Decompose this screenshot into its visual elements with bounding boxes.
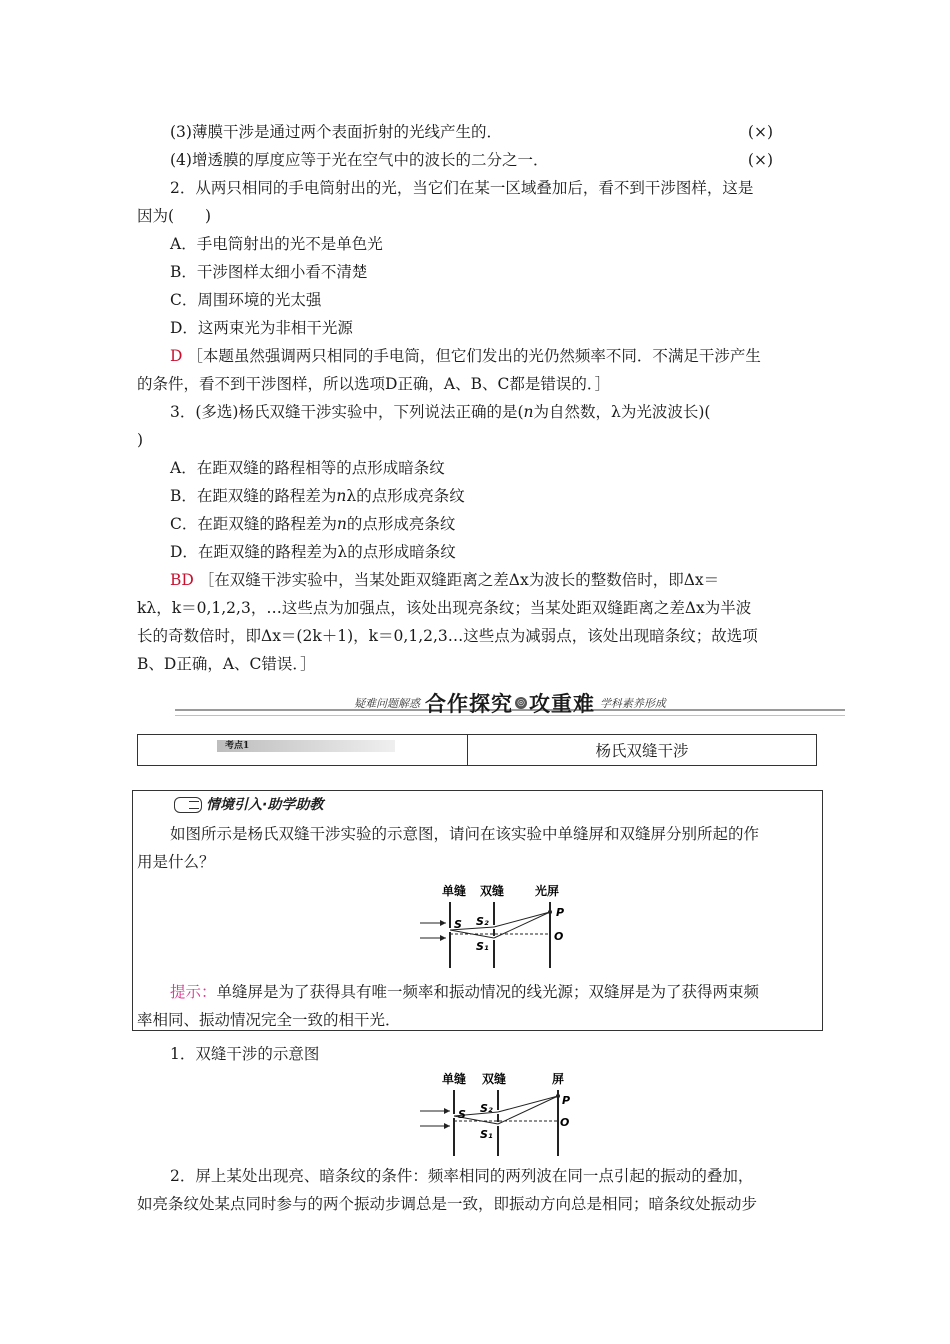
arrow-icon [440,935,446,941]
hint-line1: 提示：单缝屏是为了获得具有唯一频率和振动情况的线光源；双缝屏是为了获得两束频 [170,983,760,1001]
situation-text-line2: 用是什么？ [137,853,215,871]
hint-line2: 率相同、振动情况完全一致的相干光． [137,1011,401,1029]
section-2-line2: 如亮条纹处某点同时参与的两个振动步调总是一致，即振动方向总是相同；暗条纹处振动步 [137,1195,758,1213]
label-p: P [556,906,565,919]
arrow-icon [444,1123,450,1129]
label-single-slit: 单缝 [442,1072,467,1086]
q2-explanation-line1: D ［本题虽然强调两只相同的手电筒，但它们发出的光仍然频率不同．不满足干涉产生 [170,347,761,365]
section-1-heading: 1．双缝干涉的示意图 [170,1045,320,1063]
q2-explanation-line2: 的条件，看不到干涉图样，所以选项D正确，A、B、C都是错误的．］ [137,375,611,393]
label-p: P [562,1094,571,1107]
q3-stem-line1: 3．(多选)杨氏双缝干涉实验中，下列说法正确的是(n为自然数，λ为光波波长)( [170,403,711,421]
label-double-slit: 双缝 [482,1072,507,1086]
kaodian-table [137,734,817,766]
situation-text-line1: 如图所示是杨氏双缝干涉实验的示意图，请问在该实验中单缝屏和双缝屏分别所起的作 [170,825,760,843]
arrow-icon [440,920,446,926]
q3-explanation-line2: kλ，k＝0,1,2,3，…这些点为加强点，该处出现亮条纹；当某处距双缝距离之差Δx为半波 [137,599,752,617]
situation-header: 情境引入·助学助教 [174,794,323,814]
q2-answer: D [170,347,183,365]
judge-mark-3: (×) [747,123,773,141]
judge-mark-4: (×) [747,151,773,169]
arrow-icon [444,1108,450,1114]
q3-option-a: A．在距双缝的路程相等的点形成暗条纹 [170,459,445,477]
q3-option-d: D．在距双缝的路程差为λ的点形成暗条纹 [170,543,456,561]
q3-explanation-line1: BD ［在双缝干涉实验中，当某处距双缝距离之差Δx为波长的整数倍时，即Δx＝ [170,571,720,589]
banner-dot-icon: ◎ [515,697,527,709]
q2-option-d: D．这两束光为非相干光源 [170,319,353,337]
label-s1: S₁ [476,940,489,953]
point-p-marker [548,910,552,914]
judge-item-4: (4)增透膜的厚度应等于光在空气中的波长的二分之一． (×) [170,151,773,169]
q3-option-c: C．在距双缝的路程差为n的点形成亮条纹 [170,515,456,533]
label-double-slit: 双缝 [480,884,505,898]
q2-option-a: A．手电筒射出的光不是单色光 [170,235,383,253]
q3-option-b: B．在距双缝的路程差为nλ的点形成亮条纹 [170,487,465,505]
section-banner [175,688,845,718]
label-screen: 屏 [552,1072,565,1086]
kaodian-tag: 考点1 [217,740,395,752]
double-slit-diagram-2 [410,1066,585,1158]
q3-explanation-line3: 长的奇数倍时，即Δx＝(2k＋1)，k＝0,1,2,3…这些点为减弱点，该处出现暗条纹；故选项 [137,627,758,645]
judge-item-3: (3)薄膜干涉是通过两个表面折射的光线产生的． (×) [170,123,773,141]
label-o: O [554,930,564,943]
banner-right-text: 学科素养形成 [599,697,666,710]
q2-stem-line2: 因为( ) [137,207,212,225]
q2-stem-line1: 2．从两只相同的手电筒射出的光，当它们在某一区域叠加后，看不到干涉图样，这是 [170,179,754,197]
q2-option-b: B．干涉图样太细小看不清楚 [170,263,368,281]
point-p-marker [556,1094,560,1098]
banner-title-1: 合作探究 [425,692,513,716]
kaodian-title: 杨氏双缝干涉 [595,742,689,760]
label-o: O [560,1116,570,1129]
section-2-line1: 2．屏上某处出现亮、暗条纹的条件：频率相同的两列波在同一点引起的振动的叠加， [170,1167,754,1185]
label-s1: S₁ [480,1128,493,1141]
banner-left-text: 疑难问题解惑 [354,697,421,710]
label-s2: S₂ [476,915,489,928]
label-s: S [458,1108,466,1121]
q3-explanation-line4: B、D正确，A、C错误．］ [137,655,316,673]
q2-option-c: C．周围环境的光太强 [170,291,322,309]
banner-title-2: 攻重难 [529,692,595,716]
label-s2: S₂ [480,1102,493,1115]
label-s: S [454,918,462,931]
q3-stem-line2: ) [137,431,144,449]
label-screen: 光屏 [535,884,560,898]
hint-label: 提示： [170,983,217,1001]
label-single-slit: 单缝 [442,884,467,898]
pointing-hand-icon [174,797,202,813]
q3-answer: BD [170,571,194,589]
double-slit-diagram-1 [410,878,585,970]
